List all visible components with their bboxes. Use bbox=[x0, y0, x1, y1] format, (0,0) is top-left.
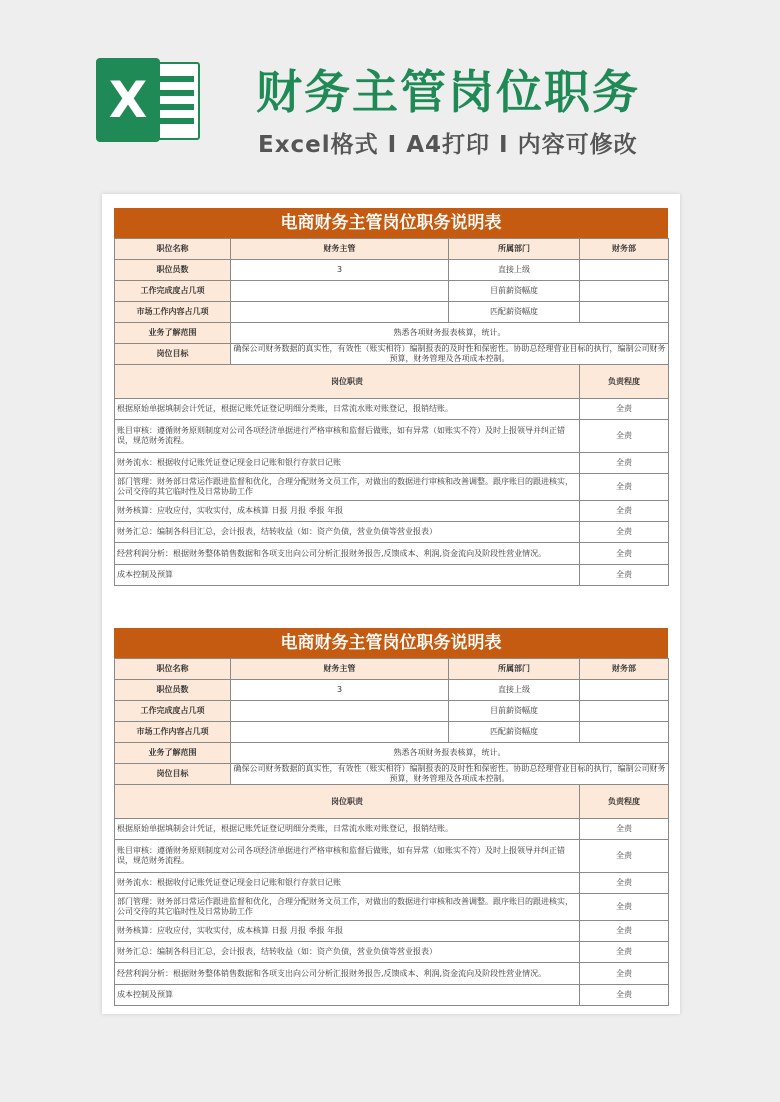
label-cell: 职位名称 bbox=[115, 239, 231, 260]
label-cell: 目前薪资幅度 bbox=[449, 701, 580, 722]
duty-text: 经营利润分析：根据财务整体销售数据和各项支出向公司分析汇报财务报告,反馈成本、利润,资金流向及阶段性营业情况。 bbox=[115, 543, 580, 565]
table-row bbox=[115, 873, 669, 894]
promo-header bbox=[0, 0, 780, 190]
label-cell: 所属部门 bbox=[449, 659, 580, 680]
value-cell bbox=[580, 701, 669, 722]
value-cell: 确保公司财务数据的真实性，有效性（账实相符）编制报表的及时性和保密性。协助总经理营业目标的执行，编制公司财务预算，财务管理及各项成本控制。 bbox=[231, 764, 669, 785]
value-cell bbox=[580, 722, 669, 743]
label-cell: 岗位目标 bbox=[115, 344, 231, 365]
label-cell: 直接上级 bbox=[449, 680, 580, 701]
label-cell: 所属部门 bbox=[449, 239, 580, 260]
duty-text: 财务汇总：编制各科目汇总，会计报表，结转收益（如：资产负债，营业负债等营业报表） bbox=[115, 942, 580, 963]
label-cell: 目前薪资幅度 bbox=[449, 281, 580, 302]
label-cell: 工作完成度占几项 bbox=[115, 281, 231, 302]
duty-degree: 全责 bbox=[580, 522, 669, 543]
duty-text: 成本控制及预算 bbox=[115, 565, 580, 586]
value-cell bbox=[580, 302, 669, 323]
sheet-title: 电商财务主管岗位职务说明表 bbox=[114, 208, 668, 238]
duty-text: 财务核算：应收应付，实收实付，成本核算 日报 月报 季报 年报 bbox=[115, 921, 580, 942]
duty-degree: 全责 bbox=[580, 501, 669, 522]
duty-degree: 全责 bbox=[580, 543, 669, 565]
duty-degree: 全责 bbox=[580, 453, 669, 474]
label-cell: 市场工作内容占几项 bbox=[115, 302, 231, 323]
degree-header: 负责程度 bbox=[580, 785, 669, 819]
document-page bbox=[102, 194, 680, 1014]
value-cell bbox=[231, 722, 449, 743]
duty-text: 财务流水：根据收付记账凭证登记现金日记账和银行存款日记账 bbox=[115, 873, 580, 894]
duty-text: 根据原始单据填制会计凭证，根据记账凭证登记明细分类账，日常流水账对账登记，报销结账。 bbox=[115, 819, 580, 840]
table-row bbox=[115, 522, 669, 543]
table-row bbox=[115, 921, 669, 942]
duty-header: 岗位职责 bbox=[115, 785, 580, 819]
page-title: 财务主管岗位职务 bbox=[256, 65, 640, 119]
value-cell bbox=[231, 302, 449, 323]
excel-logo-icon bbox=[96, 58, 202, 142]
label-cell: 职位员数 bbox=[115, 260, 231, 281]
duty-degree: 全责 bbox=[580, 921, 669, 942]
job-table bbox=[114, 238, 669, 586]
job-description-sheet bbox=[114, 208, 668, 586]
label-cell: 直接上级 bbox=[449, 260, 580, 281]
duty-degree: 全责 bbox=[580, 819, 669, 840]
duty-degree: 全责 bbox=[580, 942, 669, 963]
duty-degree: 全责 bbox=[580, 420, 669, 453]
duty-text: 账目审核：遵循财务原则制度对公司各项经济单据进行严格审核和监督后做账，如有异常（如账实不符）及时上报领导并纠正错误，规范财务流程。 bbox=[115, 840, 580, 873]
job-table bbox=[114, 658, 669, 1006]
table-row bbox=[115, 963, 669, 985]
value-cell: 财务主管 bbox=[231, 659, 449, 680]
label-cell: 匹配薪资幅度 bbox=[449, 722, 580, 743]
duty-text: 部门管理：财务部日常运作跟进监督和优化，合理分配财务文员工作，对做出的数据进行审核和改善调整。跟序账目的跟进核实，公司交待的其它临时性及日常协助工作 bbox=[115, 474, 580, 501]
duty-degree: 全责 bbox=[580, 840, 669, 873]
value-cell: 3 bbox=[231, 680, 449, 701]
table-row bbox=[115, 942, 669, 963]
job-description-sheet bbox=[114, 628, 668, 1006]
value-cell: 熟悉各项财务报表核算，统计。 bbox=[231, 323, 669, 344]
page-subtitle: Excel格式 I A4打印 I 内容可修改 bbox=[258, 132, 638, 158]
label-cell: 匹配薪资幅度 bbox=[449, 302, 580, 323]
table-row bbox=[115, 985, 669, 1006]
duty-degree: 全责 bbox=[580, 474, 669, 501]
duty-text: 财务核算：应收应付，实收实付，成本核算 日报 月报 季报 年报 bbox=[115, 501, 580, 522]
label-cell: 岗位目标 bbox=[115, 764, 231, 785]
value-cell: 财务部 bbox=[580, 239, 669, 260]
table-row bbox=[115, 474, 669, 501]
duty-text: 根据原始单据填制会计凭证，根据记账凭证登记明细分类账，日常流水账对账登记，报销结账。 bbox=[115, 399, 580, 420]
excel-logo-letter: X bbox=[96, 58, 160, 142]
duty-degree: 全责 bbox=[580, 565, 669, 586]
label-cell: 业务了解范围 bbox=[115, 323, 231, 344]
duty-text: 账目审核：遵循财务原则制度对公司各项经济单据进行严格审核和监督后做账，如有异常（如账实不符）及时上报领导并纠正错误，规范财务流程。 bbox=[115, 420, 580, 453]
sheet-title: 电商财务主管岗位职务说明表 bbox=[114, 628, 668, 658]
label-cell: 业务了解范围 bbox=[115, 743, 231, 764]
value-cell: 确保公司财务数据的真实性，有效性（账实相符）编制报表的及时性和保密性。协助总经理营业目标的执行，编制公司财务预算，财务管理及各项成本控制。 bbox=[231, 344, 669, 365]
value-cell bbox=[231, 281, 449, 302]
label-cell: 工作完成度占几项 bbox=[115, 701, 231, 722]
duty-degree: 全责 bbox=[580, 985, 669, 1006]
duty-degree: 全责 bbox=[580, 399, 669, 420]
table-row bbox=[115, 543, 669, 565]
value-cell: 财务主管 bbox=[231, 239, 449, 260]
duty-text: 财务汇总：编制各科目汇总，会计报表，结转收益（如：资产负债，营业负债等营业报表） bbox=[115, 522, 580, 543]
table-row bbox=[115, 501, 669, 522]
value-cell: 熟悉各项财务报表核算，统计。 bbox=[231, 743, 669, 764]
table-row bbox=[115, 420, 669, 453]
table-row bbox=[115, 399, 669, 420]
table-row bbox=[115, 453, 669, 474]
value-cell bbox=[580, 281, 669, 302]
value-cell: 财务部 bbox=[580, 659, 669, 680]
degree-header: 负责程度 bbox=[580, 365, 669, 399]
duty-text: 部门管理：财务部日常运作跟进监督和优化，合理分配财务文员工作，对做出的数据进行审核和改善调整。跟序账目的跟进核实，公司交待的其它临时性及日常协助工作 bbox=[115, 894, 580, 921]
value-cell bbox=[231, 701, 449, 722]
duty-text: 成本控制及预算 bbox=[115, 985, 580, 1006]
table-row bbox=[115, 840, 669, 873]
value-cell bbox=[580, 260, 669, 281]
value-cell: 3 bbox=[231, 260, 449, 281]
duty-header: 岗位职责 bbox=[115, 365, 580, 399]
table-row bbox=[115, 819, 669, 840]
duty-degree: 全责 bbox=[580, 873, 669, 894]
label-cell: 职位员数 bbox=[115, 680, 231, 701]
duty-text: 经营利润分析：根据财务整体销售数据和各项支出向公司分析汇报财务报告,反馈成本、利润,资金流向及阶段性营业情况。 bbox=[115, 963, 580, 985]
table-row bbox=[115, 894, 669, 921]
duty-text: 财务流水：根据收付记账凭证登记现金日记账和银行存款日记账 bbox=[115, 453, 580, 474]
duty-degree: 全责 bbox=[580, 963, 669, 985]
duty-degree: 全责 bbox=[580, 894, 669, 921]
label-cell: 市场工作内容占几项 bbox=[115, 722, 231, 743]
value-cell bbox=[580, 680, 669, 701]
label-cell: 职位名称 bbox=[115, 659, 231, 680]
table-row bbox=[115, 565, 669, 586]
